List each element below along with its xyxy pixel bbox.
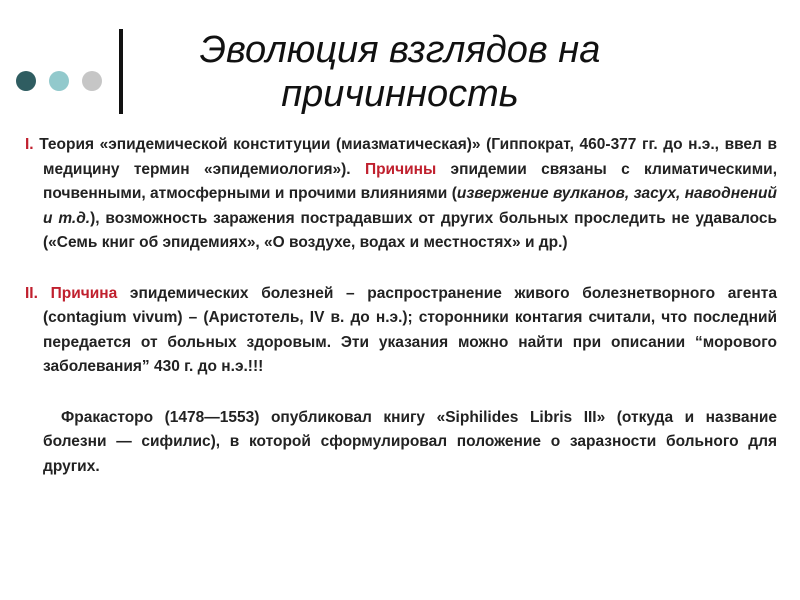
paragraph-theory-1 — [25, 133, 777, 256]
paragraph-number: II. — [25, 284, 38, 302]
paragraph-text: эпидемических болезней – распространение живого болезнетворного агента (contagium vivum) – (Аристотель, IV в. до н.э.); сторонники контагия считали, что последний передается от больных здоровым. Эти указания можно найти при описании “морового заболевания” 430 г. до н.э.!!! — [43, 284, 777, 375]
dark-teal-dot — [16, 71, 36, 91]
vertical-divider — [119, 29, 123, 114]
title-line-1: Эволюция взглядов на — [199, 29, 601, 71]
paragraph-text: Фракасторо (1478—1553) опубликовал книгу «Siphilides Libris III» (откуда и название болезни — сифилис), в которой сформулировал положение о заразности больного для других. — [43, 408, 777, 475]
slide-title — [130, 28, 670, 116]
light-teal-dot — [49, 71, 69, 91]
highlighted-term: Причина — [50, 284, 118, 302]
paragraph-number: I. — [25, 136, 34, 153]
paragraph-text: Теория «эпидемической конституции (миазматическая)» (Гиппократ, 460-377 гг. до н.э., ввел в медицину термин «эпидемиология»). — [33, 136, 777, 178]
gray-dot — [82, 71, 102, 91]
paragraph-fracastoro — [25, 406, 777, 480]
italic-examples: извержение вулканов, засух, наводнений и т.д. — [43, 185, 777, 227]
title-line-2: причинность — [281, 73, 519, 115]
paragraph-text: эпидемии связаны с климатическими, почвенными, атмосферными и прочими влияниями ( — [43, 160, 778, 202]
decorative-dots — [16, 71, 106, 95]
paragraph-theory-2 — [25, 282, 777, 380]
highlighted-term: Причины — [364, 160, 437, 178]
paragraph-text: ), возможность заражения пострадавших от других больных проследить не удавалось («Семь книг об эпидемиях», «О воздухе, водах и местностях» и др.) — [43, 209, 778, 251]
slide-body — [25, 133, 777, 479]
